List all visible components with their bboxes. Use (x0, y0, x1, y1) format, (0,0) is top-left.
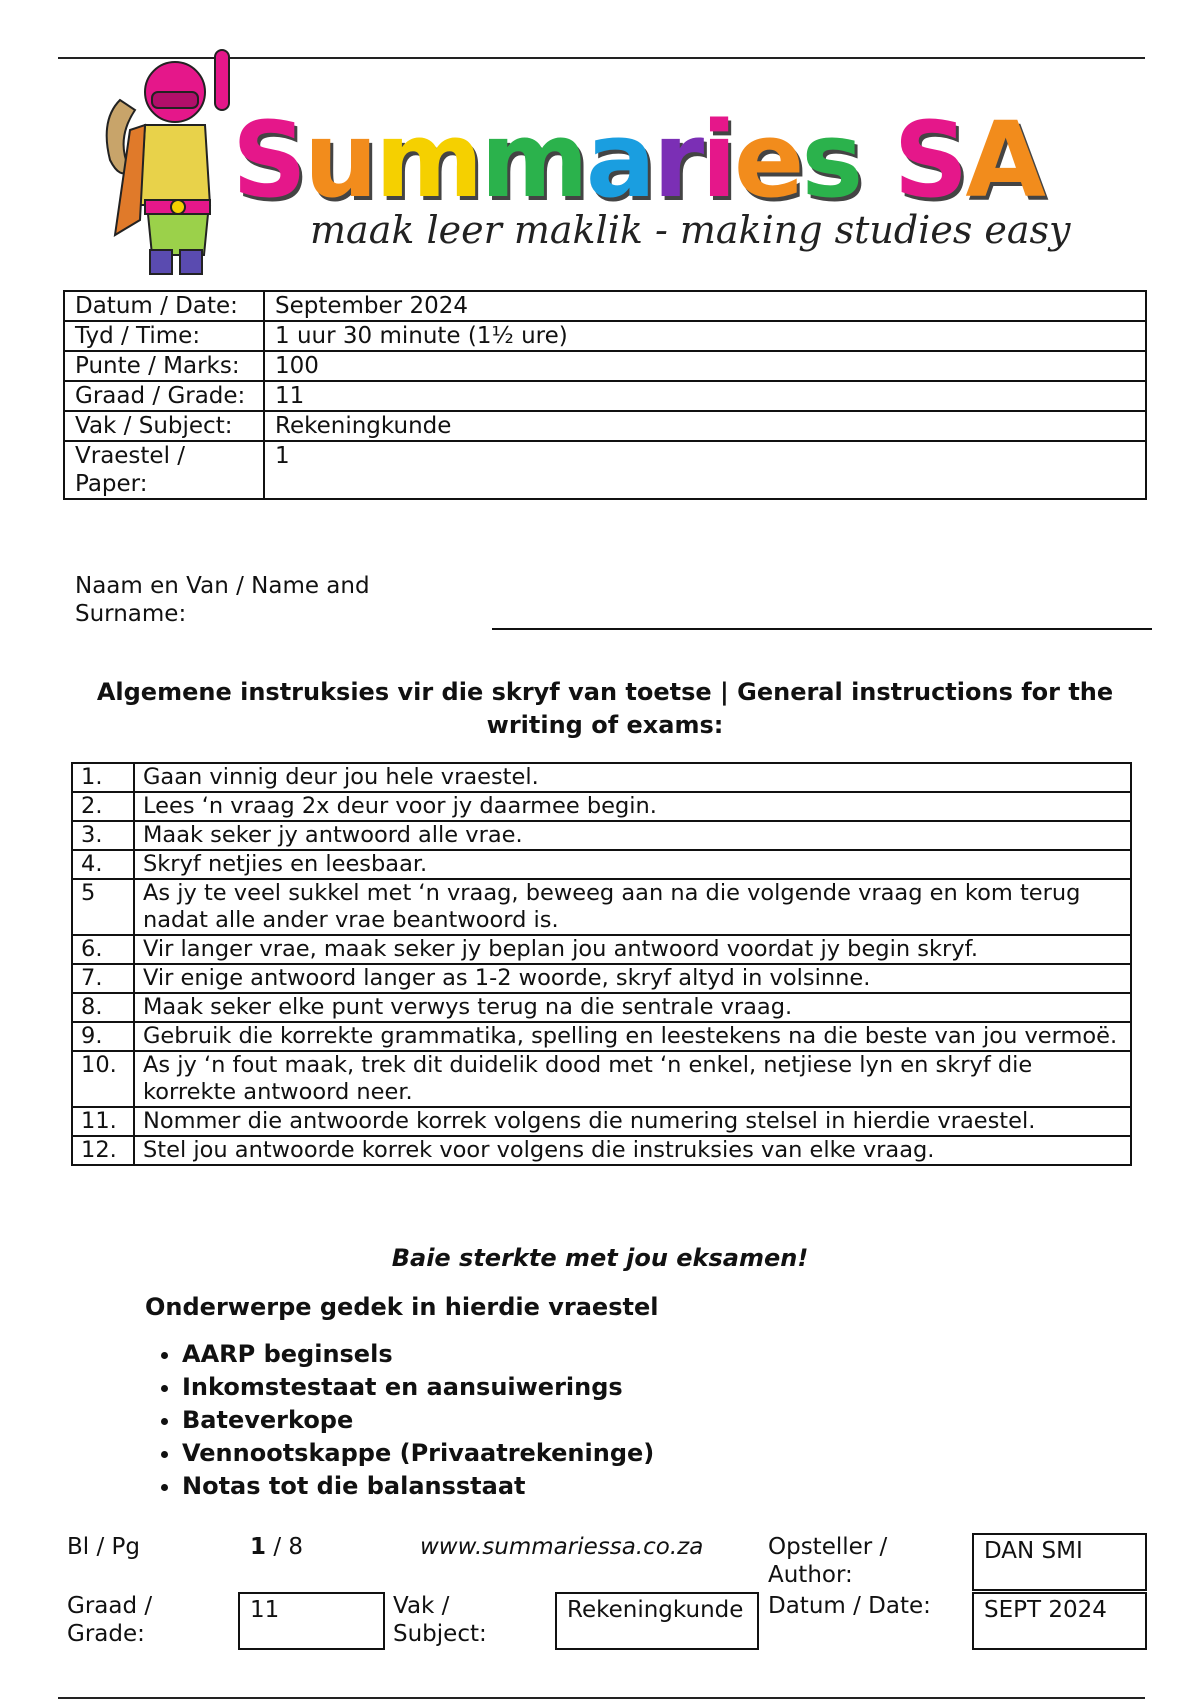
instruction-row (72, 879, 1131, 935)
footer-subject-value: Rekeningkunde (555, 1592, 759, 1650)
footer-grade-label: Graad / Grade: (67, 1593, 153, 1647)
topics-list (145, 1338, 654, 1503)
instruction-text: Lees ‘n vraag 2x deur voor jy daarmee begin. (134, 792, 1131, 821)
topic-item: • Vennootskappe (Privaatrekeninge) (182, 1437, 654, 1470)
instruction-number: 5 (72, 879, 134, 935)
author-value: DAN SMI (972, 1533, 1147, 1591)
instruction-row (72, 1051, 1131, 1107)
instruction-row (72, 1136, 1131, 1165)
instruction-row (72, 993, 1131, 1022)
instruction-text: Skryf netjies en leesbaar. (134, 850, 1131, 879)
footer-rule (58, 1697, 1145, 1699)
mascot-illustration (100, 30, 240, 275)
logo-letter: A (965, 99, 1043, 221)
info-row (64, 381, 1146, 411)
instruction-number: 11. (72, 1107, 134, 1136)
logo-letter: r (652, 99, 702, 221)
exam-info-table (63, 290, 1147, 500)
instruction-number: 7. (72, 964, 134, 993)
info-value: September 2024 (264, 291, 1146, 321)
info-row (64, 441, 1146, 499)
info-row (64, 321, 1146, 351)
instruction-text: Gaan vinnig deur jou hele vraestel. (134, 763, 1131, 792)
logo-tagline: maak leer maklik - making studies easy (310, 208, 1071, 252)
page-number (250, 1533, 303, 1561)
instruction-text: As jy ‘n fout maak, trek dit duidelik dood met ‘n enkel, netjiese lyn en skryf die korrekte antwoord neer. (134, 1051, 1131, 1107)
logo-letter: S (232, 99, 304, 221)
logo-letter: s (801, 99, 861, 221)
instructions-table (71, 762, 1132, 1166)
topic-item: • Inkomstestaat en aansuiwerings (182, 1371, 654, 1404)
instruction-number: 8. (72, 993, 134, 1022)
website-link[interactable]: www.summariessa.co.za (420, 1534, 704, 1560)
instruction-row (72, 935, 1131, 964)
instructions-title: Algemene instruksies vir die skryf van toetse | General instructions for the writing of exams: (96, 678, 1114, 739)
info-row (64, 351, 1146, 381)
instruction-number: 3. (72, 821, 134, 850)
info-value: 100 (264, 351, 1146, 381)
info-label: Vak / Subject: (64, 411, 264, 441)
instruction-row (72, 850, 1131, 879)
logo-brand-text (232, 99, 1043, 221)
instruction-text: Gebruik die korrekte grammatika, spelling en leestekens na die beste van jou vermoë. (134, 1022, 1131, 1051)
instruction-row (72, 1107, 1131, 1136)
info-label: Graad / Grade: (64, 381, 264, 411)
instruction-row (72, 964, 1131, 993)
footer-date-value: SEPT 2024 (972, 1592, 1147, 1650)
info-value: Rekeningkunde (264, 411, 1146, 441)
instruction-row (72, 1022, 1131, 1051)
instruction-row (72, 821, 1131, 850)
instruction-number: 6. (72, 935, 134, 964)
logo-letter: m (374, 99, 481, 221)
logo-letter: i (701, 99, 734, 221)
info-row (64, 291, 1146, 321)
instruction-number: 12. (72, 1136, 134, 1165)
page-total: / 8 (273, 1534, 304, 1560)
name-surname-label: Naam en Van / Name and Surname: (75, 573, 370, 627)
footer-subject-label: Vak / Subject: (393, 1593, 487, 1647)
topic-item: • AARP beginsels (182, 1338, 654, 1371)
page-current: 1 (250, 1534, 267, 1560)
logo-letter: e (733, 99, 802, 221)
instruction-number: 1. (72, 763, 134, 792)
info-label: Vraestel / Paper: (64, 441, 264, 499)
instruction-text: Maak seker elke punt verwys terug na die sentrale vraag. (134, 993, 1131, 1022)
instruction-text: Vir enige antwoord langer as 1-2 woorde, skryf altyd in volsinne. (134, 964, 1131, 993)
instruction-text: Nommer die antwoorde korrek volgens die numering stelsel in hierdie vraestel. (134, 1107, 1131, 1136)
page-label: Bl / Pg (67, 1534, 141, 1560)
name-surname-field[interactable] (492, 628, 1152, 630)
logo-letter: a (585, 99, 653, 221)
topic-item: • Bateverkope (182, 1404, 654, 1437)
info-label: Datum / Date: (64, 291, 264, 321)
instruction-number: 10. (72, 1051, 134, 1107)
info-label: Punte / Marks: (64, 351, 264, 381)
topic-item: • Notas tot die balansstaat (182, 1470, 654, 1503)
author-label: Opsteller / Author: (768, 1534, 888, 1588)
info-value: 1 (264, 441, 1146, 499)
topics-title: Onderwerpe gedek in hierdie vraestel (145, 1293, 659, 1321)
instruction-row (72, 792, 1131, 821)
good-luck-message: Baie sterkte met jou eksamen! (391, 1244, 809, 1272)
footer-date-label: Datum / Date: (768, 1593, 931, 1619)
instruction-text: Stel jou antwoorde korrek voor volgens die instruksies van elke vraag. (134, 1136, 1131, 1165)
info-value: 11 (264, 381, 1146, 411)
logo-letter: m (480, 99, 586, 221)
info-value: 1 uur 30 minute (1½ ure) (264, 321, 1146, 351)
logo-letter: u (303, 99, 375, 221)
instruction-text: Maak seker jy antwoord alle vrae. (134, 821, 1131, 850)
instruction-number: 2. (72, 792, 134, 821)
instruction-text: Vir langer vrae, maak seker jy beplan jou antwoord voordat jy begin skryf. (134, 935, 1131, 964)
footer-grade-value: 11 (238, 1592, 385, 1650)
instruction-row (72, 763, 1131, 792)
instruction-number: 9. (72, 1022, 134, 1051)
logo-letter: S (893, 99, 966, 221)
instruction-number: 4. (72, 850, 134, 879)
logo-letter (860, 108, 893, 212)
info-row (64, 411, 1146, 441)
instruction-text: As jy te veel sukkel met ‘n vraag, beweeg aan na die volgende vraag en kom terug nadat alle ander vrae beantwoord is. (134, 879, 1131, 935)
info-label: Tyd / Time: (64, 321, 264, 351)
summaries-sa-logo (100, 30, 1100, 270)
